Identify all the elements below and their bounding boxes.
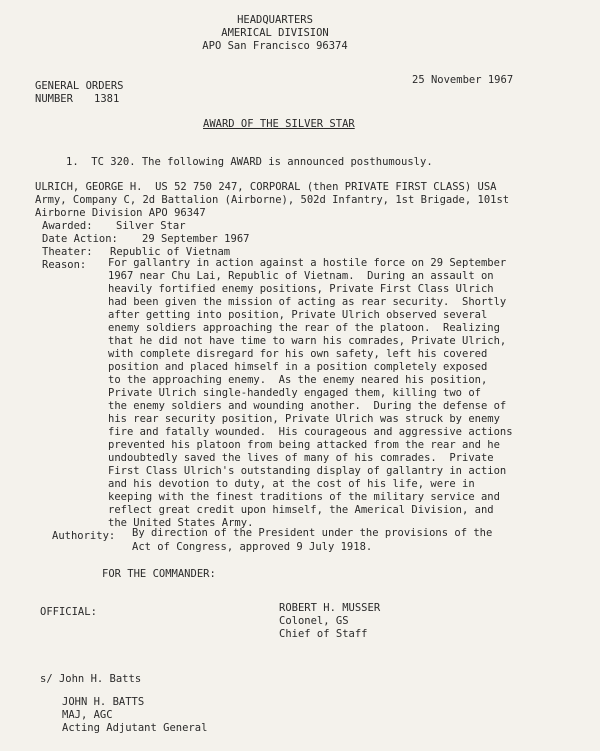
reason-line: to the approaching enemy. As the enemy neared his position, (108, 374, 488, 386)
reason-line: had been given the mission of acting as rear security. Shortly (108, 296, 507, 308)
date-action-value: 29 September 1967 (142, 233, 250, 245)
adjutant-name: JOHN H. BATTS (62, 696, 145, 708)
order-date: 25 November 1967 (412, 74, 514, 86)
reason-line: prevented his platoon from being attacked from the rear and he (108, 439, 500, 451)
adjutant-rank: MAJ, AGC (62, 709, 113, 721)
adjutant-title: Acting Adjutant General (62, 722, 208, 734)
reason-line: that he did not have time to warn his comrades, Private Ulrich, (108, 335, 507, 347)
reason-line: the United States Army. (108, 517, 254, 529)
signer-rank: Colonel, GS (279, 615, 349, 627)
reason-line: 1967 near Chu Lai, Republic of Vietnam. During an assault on (108, 270, 494, 282)
date-action-label: Date Action: (42, 233, 118, 245)
signer-title: Chief of Staff (279, 628, 368, 640)
authority-label: Authority: (52, 530, 116, 542)
recipient-line: Airborne Division APO 96347 (35, 207, 206, 219)
intro-paragraph: 1. TC 320. The following AWARD is announced posthumously. (66, 156, 433, 168)
reason-line: after getting into position, Private Ulrich observed several (108, 309, 488, 321)
reason-line: heavily fortified enemy positions, Private First Class Ulrich (108, 283, 494, 295)
recipient-line: ULRICH, GEORGE H. US 52 750 247, CORPORAL (then PRIVATE FIRST CLASS) USA (35, 181, 497, 193)
reason-line: the enemy soldiers and wounding another. During the defense of (108, 400, 507, 412)
reason-line: For gallantry in action against a hostile force on 29 September (108, 257, 507, 269)
reason-line: his rear security position, Private Ulrich was struck by enemy (108, 413, 500, 425)
authority-line: By direction of the President under the provisions of the (132, 527, 493, 539)
theater-value: Republic of Vietnam (110, 246, 231, 258)
number-label: NUMBER (35, 93, 73, 105)
reason-label: Reason: (42, 259, 87, 271)
signature-line: s/ John H. Batts (40, 673, 142, 685)
reason-line: and his devotion to duty, at the cost of his life, were in (108, 478, 475, 490)
official-label: OFFICIAL: (40, 606, 97, 618)
header-headquarters: HEADQUARTERS (237, 14, 313, 26)
award-title: AWARD OF THE SILVER STAR (203, 118, 355, 130)
header-division: AMERICAL DIVISION (221, 27, 329, 39)
reason-line: First Class Ulrich's outstanding display of gallantry in action (108, 465, 507, 477)
header-apo: APO San Francisco 96374 (202, 40, 348, 52)
recipient-line: Army, Company C, 2d Battalion (Airborne), 502d Infantry, 1st Brigade, 101st (35, 194, 510, 206)
reason-line: with complete disregard for his own safety, left his covered (108, 348, 488, 360)
general-orders-label: GENERAL ORDERS (35, 80, 124, 92)
signer-name: ROBERT H. MUSSER (279, 602, 381, 614)
reason-line: position and placed himself in a position completely exposed (108, 361, 488, 373)
order-number: 1381 (94, 93, 120, 105)
awarded-label: Awarded: (42, 220, 93, 232)
theater-label: Theater: (42, 246, 93, 258)
reason-line: keeping with the finest traditions of the military service and (108, 491, 500, 503)
reason-line: fire and fatally wounded. His courageous and aggressive actions (108, 426, 513, 438)
for-the-commander: FOR THE COMMANDER: (102, 568, 216, 580)
reason-line: reflect great credit upon himself, the Americal Division, and (108, 504, 494, 516)
awarded-value: Silver Star (116, 220, 186, 232)
authority-line: Act of Congress, approved 9 July 1918. (132, 541, 373, 553)
reason-line: Private Ulrich single-handedly engaged them, killing two of (108, 387, 481, 399)
reason-line: undoubtedly saved the lives of many of his comrades. Private (108, 452, 494, 464)
reason-line: enemy soldiers approaching the rear of the platoon. Realizing (108, 322, 500, 334)
